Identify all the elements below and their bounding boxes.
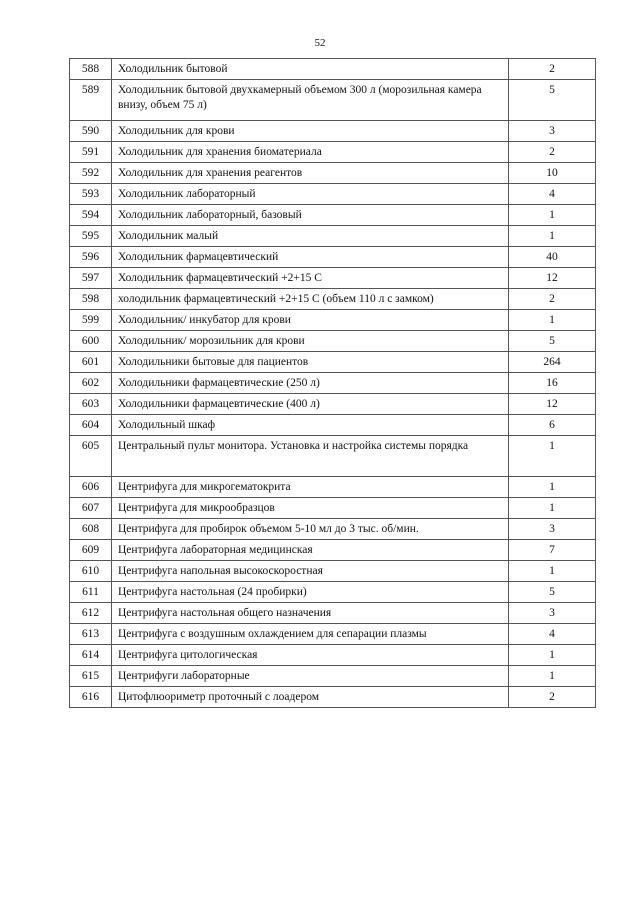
item-name: Холодильники фармацевтические (250 л) bbox=[112, 373, 509, 394]
item-name: Холодильник для крови bbox=[112, 121, 509, 142]
table-row bbox=[70, 247, 596, 268]
row-number: 595 bbox=[70, 226, 112, 247]
table-row bbox=[70, 603, 596, 624]
item-name: Холодильник бытовой двухкамерный объемом 300 л (морозильная камера внизу, объем 75 л) bbox=[112, 80, 509, 121]
item-name: Центрифуга для микрообразцов bbox=[112, 498, 509, 519]
item-name: Центрифуга с воздушным охлаждением для сепарации плазмы bbox=[112, 624, 509, 645]
row-number: 604 bbox=[70, 415, 112, 436]
table-row bbox=[70, 666, 596, 687]
row-number: 609 bbox=[70, 540, 112, 561]
row-number: 600 bbox=[70, 331, 112, 352]
row-number: 614 bbox=[70, 645, 112, 666]
table-row bbox=[70, 415, 596, 436]
table-row bbox=[70, 205, 596, 226]
equipment-table bbox=[69, 58, 596, 708]
item-name: Холодильник лабораторный bbox=[112, 184, 509, 205]
item-quantity: 1 bbox=[509, 498, 596, 519]
table-row bbox=[70, 289, 596, 310]
item-quantity: 5 bbox=[509, 582, 596, 603]
row-number: 596 bbox=[70, 247, 112, 268]
table-row bbox=[70, 142, 596, 163]
row-number: 602 bbox=[70, 373, 112, 394]
table-row bbox=[70, 477, 596, 498]
item-name: Центрифуга напольная высокоскоростная bbox=[112, 561, 509, 582]
item-quantity: 4 bbox=[509, 624, 596, 645]
row-number: 608 bbox=[70, 519, 112, 540]
item-name: Холодильник/ морозильник для крови bbox=[112, 331, 509, 352]
item-name: Холодильник бытовой bbox=[112, 59, 509, 80]
item-name: Центрифуга настольная общего назначения bbox=[112, 603, 509, 624]
table-row bbox=[70, 121, 596, 142]
row-number: 607 bbox=[70, 498, 112, 519]
item-quantity: 1 bbox=[509, 436, 596, 477]
item-name: Холодильник лабораторный, базовый bbox=[112, 205, 509, 226]
table-row bbox=[70, 645, 596, 666]
table-row bbox=[70, 436, 596, 477]
table-row bbox=[70, 561, 596, 582]
item-quantity: 1 bbox=[509, 561, 596, 582]
item-name: Холодильник фармацевтический bbox=[112, 247, 509, 268]
table-row bbox=[70, 519, 596, 540]
row-number: 611 bbox=[70, 582, 112, 603]
item-quantity: 2 bbox=[509, 59, 596, 80]
table-row bbox=[70, 582, 596, 603]
item-name: Холодильник для хранения реагентов bbox=[112, 163, 509, 184]
row-number: 598 bbox=[70, 289, 112, 310]
item-quantity: 1 bbox=[509, 666, 596, 687]
table-row bbox=[70, 624, 596, 645]
table-row bbox=[70, 394, 596, 415]
item-quantity: 1 bbox=[509, 226, 596, 247]
table-row bbox=[70, 163, 596, 184]
item-quantity: 1 bbox=[509, 205, 596, 226]
item-quantity: 40 bbox=[509, 247, 596, 268]
row-number: 616 bbox=[70, 687, 112, 708]
table-row bbox=[70, 352, 596, 373]
row-number: 615 bbox=[70, 666, 112, 687]
table-row bbox=[70, 184, 596, 205]
row-number: 606 bbox=[70, 477, 112, 498]
item-name: Холодильники фармацевтические (400 л) bbox=[112, 394, 509, 415]
item-quantity: 10 bbox=[509, 163, 596, 184]
row-number: 613 bbox=[70, 624, 112, 645]
item-name: Холодильники бытовые для пациентов bbox=[112, 352, 509, 373]
item-name: Холодильник для хранения биоматериала bbox=[112, 142, 509, 163]
row-number: 601 bbox=[70, 352, 112, 373]
table-row bbox=[70, 268, 596, 289]
table-row bbox=[70, 310, 596, 331]
item-quantity: 7 bbox=[509, 540, 596, 561]
item-name: Холодильник фармацевтический +2+15 С bbox=[112, 268, 509, 289]
item-name: Центрифуги лабораторные bbox=[112, 666, 509, 687]
row-number: 593 bbox=[70, 184, 112, 205]
item-name: Холодильный шкаф bbox=[112, 415, 509, 436]
row-number: 605 bbox=[70, 436, 112, 477]
equipment-table-body bbox=[70, 59, 596, 708]
item-name: Центрифуга цитологическая bbox=[112, 645, 509, 666]
item-quantity: 6 bbox=[509, 415, 596, 436]
item-quantity: 1 bbox=[509, 477, 596, 498]
row-number: 588 bbox=[70, 59, 112, 80]
table-row bbox=[70, 373, 596, 394]
item-name: Центрифуга для пробирок объемом 5-10 мл до 3 тыс. об/мин. bbox=[112, 519, 509, 540]
item-quantity: 3 bbox=[509, 121, 596, 142]
item-name: Холодильник малый bbox=[112, 226, 509, 247]
table-row bbox=[70, 540, 596, 561]
item-quantity: 3 bbox=[509, 519, 596, 540]
item-name: Центрифуга для микрогематокрита bbox=[112, 477, 509, 498]
row-number: 610 bbox=[70, 561, 112, 582]
item-quantity: 12 bbox=[509, 394, 596, 415]
row-number: 591 bbox=[70, 142, 112, 163]
item-quantity: 3 bbox=[509, 603, 596, 624]
item-quantity: 264 bbox=[509, 352, 596, 373]
item-quantity: 2 bbox=[509, 142, 596, 163]
item-quantity: 5 bbox=[509, 80, 596, 121]
item-quantity: 1 bbox=[509, 310, 596, 331]
page-number: 52 bbox=[314, 37, 326, 49]
table-row bbox=[70, 331, 596, 352]
row-number: 612 bbox=[70, 603, 112, 624]
table-row bbox=[70, 80, 596, 121]
row-number: 599 bbox=[70, 310, 112, 331]
row-number: 597 bbox=[70, 268, 112, 289]
table-row bbox=[70, 687, 596, 708]
item-quantity: 12 bbox=[509, 268, 596, 289]
row-number: 590 bbox=[70, 121, 112, 142]
table-row bbox=[70, 226, 596, 247]
item-quantity: 1 bbox=[509, 645, 596, 666]
item-name: Холодильник/ инкубатор для крови bbox=[112, 310, 509, 331]
table-row bbox=[70, 498, 596, 519]
item-name: Центрифуга настольная (24 пробирки) bbox=[112, 582, 509, 603]
item-name: Цитофлюориметр проточный с лоадером bbox=[112, 687, 509, 708]
row-number: 603 bbox=[70, 394, 112, 415]
item-quantity: 2 bbox=[509, 687, 596, 708]
item-quantity: 2 bbox=[509, 289, 596, 310]
row-number: 589 bbox=[70, 80, 112, 121]
item-quantity: 5 bbox=[509, 331, 596, 352]
table-row bbox=[70, 59, 596, 80]
item-name: Центрифуга лабораторная медицинская bbox=[112, 540, 509, 561]
item-quantity: 4 bbox=[509, 184, 596, 205]
item-name: холодильник фармацевтический +2+15 С (объем 110 л с замком) bbox=[112, 289, 509, 310]
item-name: Центральный пульт монитора. Установка и настройка системы порядка bbox=[112, 436, 509, 477]
row-number: 592 bbox=[70, 163, 112, 184]
item-quantity: 16 bbox=[509, 373, 596, 394]
row-number: 594 bbox=[70, 205, 112, 226]
